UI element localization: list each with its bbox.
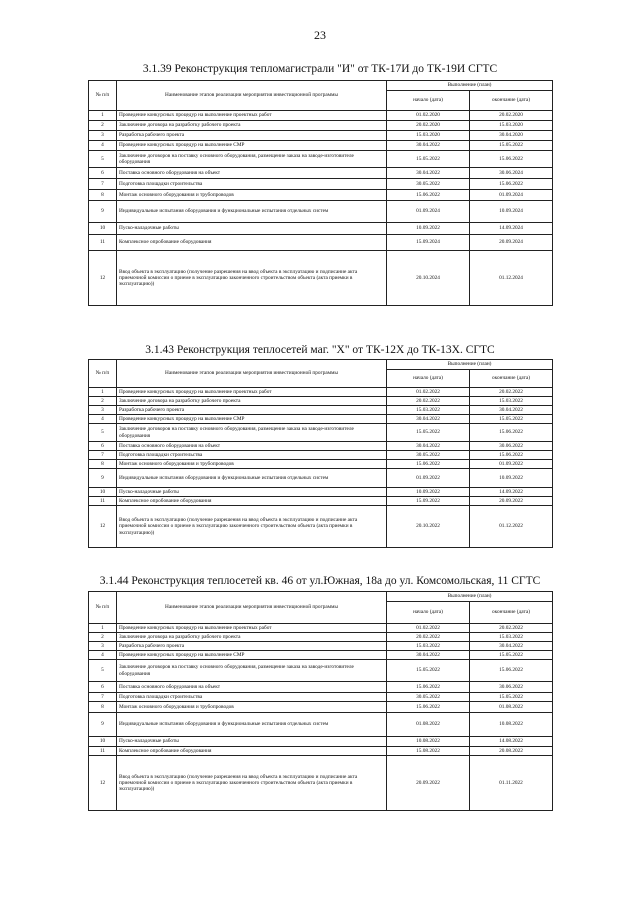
- row-stage: Комплексное опробование оборудования: [117, 497, 387, 506]
- row-num: 10: [89, 223, 117, 235]
- row-end: 20.02.2022: [470, 388, 553, 397]
- row-start: 30.05.2022: [387, 693, 470, 702]
- table-row: [89, 442, 553, 451]
- row-end: 15.06.2022: [470, 179, 553, 190]
- row-end: 30.06.2022: [470, 442, 553, 451]
- row-stage: Проведение конкурсных процедур на выполнение проектных работ: [117, 624, 387, 633]
- table-row: [89, 756, 553, 811]
- row-start: 20.10.2022: [387, 506, 470, 548]
- row-num: 11: [89, 497, 117, 506]
- table-row: [89, 190, 553, 201]
- col-header-start: начало (дата): [387, 602, 470, 624]
- row-stage: Монтаж основного оборудования и трубопроводов: [117, 702, 387, 713]
- row-stage: Заключение договоров на поставку основного оборудования, размещение заказа на заводе-изготовителе оборудования: [117, 151, 387, 168]
- row-stage: Ввод объекта в эксплуатацию (получение разрешения на ввод объекта в эксплуатацию и подписание акта приемочной комиссии о приеме в эксплуатацию законченного строительством объекта (акта приемки в эксплуатацию)): [117, 506, 387, 548]
- row-start: 15.03.2022: [387, 642, 470, 651]
- row-num: 6: [89, 442, 117, 451]
- row-start: 01.02.2020: [387, 111, 470, 121]
- row-end: 01.12.2022: [470, 506, 553, 548]
- row-num: 9: [89, 713, 117, 737]
- row-num: 5: [89, 424, 117, 442]
- row-start: 15.09.2024: [387, 235, 470, 251]
- row-start: 10.09.2022: [387, 488, 470, 497]
- col-header-end: окончание (дата): [470, 602, 553, 624]
- table-row: [89, 469, 553, 488]
- row-stage: Проведение конкурсных процедур на выполнение проектных работ: [117, 388, 387, 397]
- row-num: 6: [89, 682, 117, 693]
- row-start: 01.09.2022: [387, 469, 470, 488]
- row-start: 20.09.2022: [387, 756, 470, 811]
- row-num: 2: [89, 121, 117, 131]
- table-row: [89, 660, 553, 682]
- row-end: 15.06.2022: [470, 660, 553, 682]
- table-row: [89, 131, 553, 141]
- row-start: 30.04.2022: [387, 442, 470, 451]
- row-num: 2: [89, 397, 117, 406]
- row-start: 20.02.2022: [387, 397, 470, 406]
- col-header-end: окончание (дата): [470, 370, 553, 388]
- row-end: 30.06.2024: [470, 168, 553, 179]
- table-row: [89, 737, 553, 747]
- row-end: 01.12.2024: [470, 251, 553, 306]
- row-num: 4: [89, 141, 117, 151]
- row-start: 30.04.2022: [387, 651, 470, 660]
- col-header-execution: Выполнение (план): [387, 360, 553, 370]
- row-num: 5: [89, 660, 117, 682]
- row-stage: Индивидуальные испытания оборудования и функциональные испытания отдельных систем: [117, 201, 387, 223]
- row-start: 30.04.2022: [387, 168, 470, 179]
- row-num: 12: [89, 756, 117, 811]
- schedule-table: [88, 591, 553, 811]
- table-row: [89, 624, 553, 633]
- row-stage: Разработка рабочего проекта: [117, 131, 387, 141]
- col-header-stage: Наименование этапов реализации мероприятия инвестиционной программы: [117, 81, 387, 111]
- row-stage: Проведение конкурсных процедур на выполнение СМР: [117, 651, 387, 660]
- table-row: [89, 415, 553, 424]
- row-num: 8: [89, 460, 117, 469]
- col-header-stage: Наименование этапов реализации мероприятия инвестиционной программы: [117, 592, 387, 624]
- row-end: 15.05.2022: [470, 651, 553, 660]
- table-row: [89, 713, 553, 737]
- table-row: [89, 406, 553, 415]
- row-num: 6: [89, 168, 117, 179]
- table-row: [89, 151, 553, 168]
- row-end: 15.03.2022: [470, 397, 553, 406]
- table-row: [89, 633, 553, 642]
- section-title: 3.1.39 Реконструкция тепломагистрали "И" от ТК-17И до ТК-19И СГТС: [142, 63, 498, 75]
- row-stage: Проведение конкурсных процедур на выполнение СМР: [117, 141, 387, 151]
- row-stage: Заключение договора на разработку рабочего проекта: [117, 397, 387, 406]
- row-stage: Проведение конкурсных процедур на выполнение СМР: [117, 415, 387, 424]
- row-start: 15.08.2022: [387, 747, 470, 756]
- row-end: 10.08.2022: [470, 713, 553, 737]
- row-start: 15.05.2022: [387, 151, 470, 168]
- row-end: 15.06.2022: [470, 451, 553, 460]
- row-end: 30.06.2022: [470, 682, 553, 693]
- row-stage: Заключение договора на разработку рабочего проекта: [117, 633, 387, 642]
- row-stage: Подготовка площадки строительства: [117, 451, 387, 460]
- row-end: 15.06.2022: [470, 151, 553, 168]
- row-num: 4: [89, 415, 117, 424]
- row-num: 9: [89, 201, 117, 223]
- row-num: 5: [89, 151, 117, 168]
- row-stage: Монтаж основного оборудования и трубопроводов: [117, 190, 387, 201]
- table-row: [89, 693, 553, 702]
- row-stage: Проведение конкурсных процедур на выполнение проектных работ: [117, 111, 387, 121]
- row-num: 1: [89, 388, 117, 397]
- row-end: 20.02.2022: [470, 624, 553, 633]
- row-stage: Пуско-наладочные работы: [117, 737, 387, 747]
- row-start: 15.03.2020: [387, 131, 470, 141]
- row-num: 1: [89, 111, 117, 121]
- table-row: [89, 201, 553, 223]
- row-stage: Комплексное опробование оборудования: [117, 235, 387, 251]
- col-header-end: окончание (дата): [470, 91, 553, 111]
- row-stage: Индивидуальные испытания оборудования и функциональные испытания отдельных систем: [117, 469, 387, 488]
- row-end: 01.09.2022: [470, 460, 553, 469]
- row-end: 20.09.2024: [470, 235, 553, 251]
- row-num: 8: [89, 190, 117, 201]
- table-row: [89, 424, 553, 442]
- table-row: [89, 642, 553, 651]
- table-row: [89, 121, 553, 131]
- row-stage: Заключение договора на разработку рабочего проекта: [117, 121, 387, 131]
- row-end: 01.08.2022: [470, 702, 553, 713]
- row-num: 7: [89, 693, 117, 702]
- row-end: 20.08.2022: [470, 747, 553, 756]
- row-start: 30.05.2022: [387, 179, 470, 190]
- col-header-num: № п/п: [89, 81, 117, 111]
- row-start: 15.06.2022: [387, 460, 470, 469]
- table-row: [89, 682, 553, 693]
- row-num: 3: [89, 406, 117, 415]
- table-row: [89, 497, 553, 506]
- row-start: 15.06.2022: [387, 190, 470, 201]
- row-end: 10.09.2024: [470, 201, 553, 223]
- row-start: 30.04.2022: [387, 415, 470, 424]
- row-num: 12: [89, 506, 117, 548]
- row-stage: Монтаж основного оборудования и трубопроводов: [117, 460, 387, 469]
- table-row: [89, 397, 553, 406]
- row-end: 15.06.2022: [470, 424, 553, 442]
- table-row: [89, 460, 553, 469]
- row-end: 01.11.2022: [470, 756, 553, 811]
- table-row: [89, 251, 553, 306]
- row-num: 12: [89, 251, 117, 306]
- row-start: 15.09.2022: [387, 497, 470, 506]
- row-end: 30.04.2022: [470, 406, 553, 415]
- row-stage: Заключение договоров на поставку основного оборудования, размещение заказа на заводе-изготовителе оборудования: [117, 424, 387, 442]
- row-num: 2: [89, 633, 117, 642]
- table-row: [89, 506, 553, 548]
- col-header-execution: Выполнение (план): [387, 592, 553, 602]
- row-num: 9: [89, 469, 117, 488]
- row-start: 10.09.2022: [387, 223, 470, 235]
- row-end: 14.08.2022: [470, 737, 553, 747]
- row-stage: Пуско-наладочные работы: [117, 488, 387, 497]
- table-row: [89, 488, 553, 497]
- schedule-table: [88, 359, 553, 548]
- row-num: 1: [89, 624, 117, 633]
- row-start: 20.02.2022: [387, 633, 470, 642]
- row-num: 11: [89, 235, 117, 251]
- row-start: 15.06.2022: [387, 682, 470, 693]
- row-num: 11: [89, 747, 117, 756]
- col-header-execution: Выполнение (план): [387, 81, 553, 91]
- row-start: 10.08.2022: [387, 737, 470, 747]
- row-end: 15.03.2020: [470, 121, 553, 131]
- table-row: [89, 651, 553, 660]
- row-stage: Поставка основного оборудования на объект: [117, 682, 387, 693]
- row-end: 20.09.2022: [470, 497, 553, 506]
- row-start: 20.02.2020: [387, 121, 470, 131]
- row-num: 7: [89, 179, 117, 190]
- row-num: 10: [89, 488, 117, 497]
- col-header-stage: Наименование этапов реализации мероприятия инвестиционной программы: [117, 360, 387, 388]
- row-num: 3: [89, 131, 117, 141]
- row-stage: Подготовка площадки строительства: [117, 693, 387, 702]
- row-end: 15.03.2022: [470, 633, 553, 642]
- table-row: [89, 179, 553, 190]
- row-num: 7: [89, 451, 117, 460]
- row-start: 30.04.2022: [387, 141, 470, 151]
- col-header-start: начало (дата): [387, 370, 470, 388]
- row-end: 15.05.2022: [470, 415, 553, 424]
- table-row: [89, 451, 553, 460]
- table-row: [89, 141, 553, 151]
- table-row: [89, 747, 553, 756]
- row-stage: Поставка основного оборудования на объект: [117, 168, 387, 179]
- row-end: 20.02.2020: [470, 111, 553, 121]
- row-stage: Разработка рабочего проекта: [117, 642, 387, 651]
- row-stage: Заключение договоров на поставку основного оборудования, размещение заказа на заводе-изготовителе оборудования: [117, 660, 387, 682]
- row-num: 3: [89, 642, 117, 651]
- row-end: 15.05.2022: [470, 141, 553, 151]
- section-title: 3.1.43 Реконструкция теплосетей маг. "Х" от ТК-12Х до ТК-13Х. СГТС: [145, 344, 495, 356]
- row-num: 8: [89, 702, 117, 713]
- row-start: 30.05.2022: [387, 451, 470, 460]
- schedule-table: [88, 80, 553, 306]
- row-stage: Ввод объекта в эксплуатацию (получение разрешения на ввод объекта в эксплуатацию и подписание акта приемочной комиссии о приеме в эксплуатацию законченного строительством объекта (акта приемки в эксплуатацию)): [117, 251, 387, 306]
- row-start: 15.05.2022: [387, 424, 470, 442]
- table-row: [89, 235, 553, 251]
- col-header-num: № п/п: [89, 592, 117, 624]
- row-start: 01.09.2024: [387, 201, 470, 223]
- row-num: 10: [89, 737, 117, 747]
- row-start: 15.03.2022: [387, 406, 470, 415]
- row-end: 14.09.2022: [470, 488, 553, 497]
- row-end: 14.09.2024: [470, 223, 553, 235]
- table-row: [89, 168, 553, 179]
- row-start: 01.08.2022: [387, 713, 470, 737]
- row-stage: Поставка основного оборудования на объект: [117, 442, 387, 451]
- table-row: [89, 223, 553, 235]
- row-stage: Разработка рабочего проекта: [117, 406, 387, 415]
- row-end: 30.04.2020: [470, 131, 553, 141]
- row-stage: Комплексное опробование оборудования: [117, 747, 387, 756]
- row-start: 01.02.2022: [387, 388, 470, 397]
- row-start: 20.10.2024: [387, 251, 470, 306]
- row-num: 4: [89, 651, 117, 660]
- row-stage: Пуско-наладочные работы: [117, 223, 387, 235]
- row-end: 30.04.2022: [470, 642, 553, 651]
- col-header-start: начало (дата): [387, 91, 470, 111]
- section-title: 3.1.44 Реконструкция теплосетей кв. 46 от ул.Южная, 18а до ул. Комсомольская, 11 СГТС: [99, 575, 541, 587]
- row-start: 15.05.2022: [387, 660, 470, 682]
- table-row: [89, 388, 553, 397]
- row-end: 01.09.2024: [470, 190, 553, 201]
- row-start: 01.02.2022: [387, 624, 470, 633]
- row-end: 10.09.2022: [470, 469, 553, 488]
- row-end: 15.05.2022: [470, 693, 553, 702]
- row-stage: Подготовка площадки строительства: [117, 179, 387, 190]
- table-row: [89, 702, 553, 713]
- table-row: [89, 111, 553, 121]
- row-start: 15.06.2022: [387, 702, 470, 713]
- row-stage: Индивидуальные испытания оборудования и функциональные испытания отдельных систем: [117, 713, 387, 737]
- row-stage: Ввод объекта в эксплуатацию (получение разрешения на ввод объекта в эксплуатацию и подписание акта приемочной комиссии о приеме в эксплуатацию законченного строительством объекта (акта приемки в эксплуатацию)): [117, 756, 387, 811]
- page-number: 23: [314, 28, 326, 42]
- col-header-num: № п/п: [89, 360, 117, 388]
